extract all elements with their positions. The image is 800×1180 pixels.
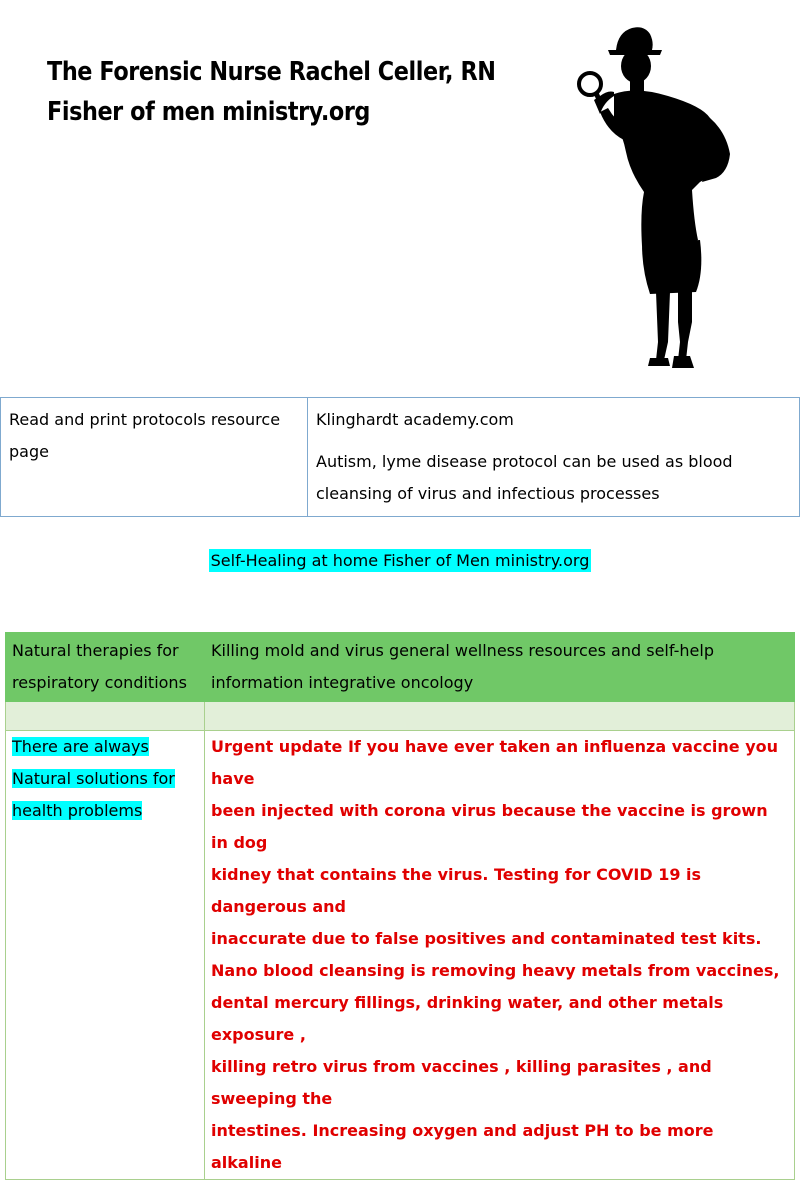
klinghardt-link[interactable]: Klinghardt academy.com [316,410,514,429]
banner-text: Self-Healing at home Fisher of Men ministry.org [210,551,590,570]
protocols-right-cell [308,398,800,517]
wellness-body-row [6,731,795,1180]
protocols-left-cell [1,398,308,517]
body-right-line-3: kidney that contains the virus. Testing for COVID 19 is dangerous and [211,865,702,916]
wellness-header-left-line-1: Natural therapies for [12,641,179,660]
wellness-blank-row [6,702,795,731]
body-right-line-6: dental mercury fillings, drinking water, and other metals exposure , [211,993,724,1044]
detective-silhouette-icon [570,22,745,372]
wellness-header-left-line-2: respiratory conditions [12,673,187,692]
blank-cell-left [6,702,205,731]
wellness-table [5,632,795,1180]
body-left-line-2: Natural solutions for [12,769,175,788]
body-left-line-3: health problems [12,801,143,820]
page-title [47,52,496,132]
body-right-line-4: inaccurate due to false positives and contaminated test kits. [211,929,762,948]
wellness-header-right-line-2: information integrative oncology [211,673,474,692]
body-right-line-2: been injected with corona virus because the vaccine is grown in dog [211,801,768,852]
blank-cell-right [205,702,795,731]
wellness-body-right [205,731,795,1180]
body-right-line-8: intestines. Increasing oxygen and adjust PH to be more alkaline [211,1121,714,1172]
protocols-left-line-2: page [9,442,49,461]
protocols-right-line-3: cleansing of virus and infectious processes [316,484,660,503]
body-right-line-5: Nano blood cleansing is removing heavy metals from vaccines, [211,961,780,980]
body-left-line-1: There are always [12,737,149,756]
wellness-header-right-line-1: Killing mold and virus general wellness resources and self-help [211,641,714,660]
body-right-line-1: Urgent update If you have ever taken an influenza vaccine you have [211,737,779,788]
banner [0,545,800,577]
wellness-header-row [6,633,795,702]
wellness-header-right [205,633,795,702]
title-line-1: The Forensic Nurse Rachel Celler, RN [47,57,496,87]
wellness-body-left [6,731,205,1180]
title-line-2: Fisher of men ministry.org [47,97,370,127]
body-right-line-7: killing retro virus from vaccines , killing parasites , and sweeping the [211,1057,712,1108]
protocols-table [0,397,800,517]
protocols-left-line-1: Read and print protocols resource [9,410,281,429]
protocols-right-line-2: Autism, lyme disease protocol can be used as blood [316,452,733,471]
wellness-header-left [6,633,205,702]
